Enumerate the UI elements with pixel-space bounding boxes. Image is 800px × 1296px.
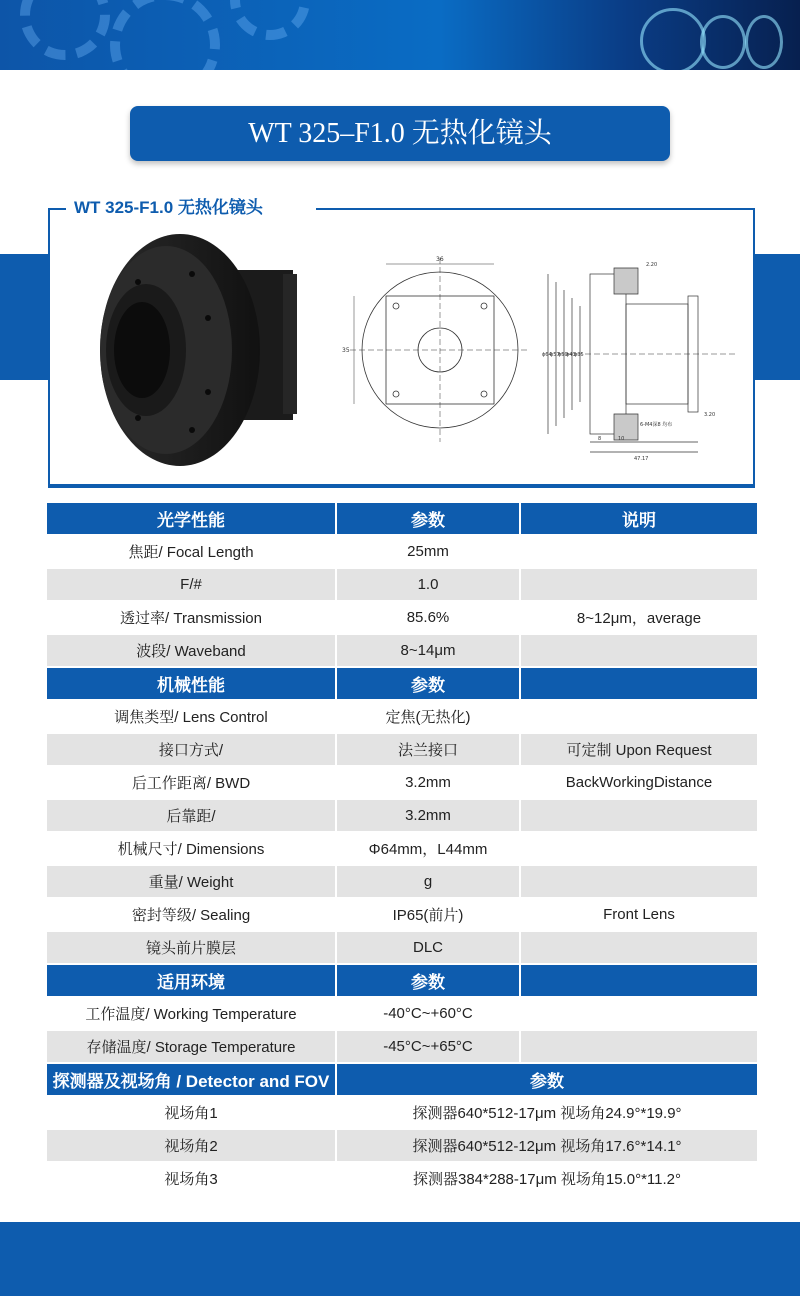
table-cell: -45°C~+65°C <box>337 1031 521 1064</box>
table-row <box>47 569 757 602</box>
dim-label: 2.20 <box>646 262 658 268</box>
table-cell: DLC <box>337 932 521 965</box>
table-row <box>47 866 757 899</box>
table-header-cell: 机械性能 <box>47 668 337 701</box>
table-row <box>47 767 757 800</box>
table-row <box>47 1031 757 1064</box>
table-header-cell: 探测器及视场角 / Detector and FOV <box>47 1064 337 1097</box>
lens-ring-icon <box>700 15 746 69</box>
lens-ring-icon <box>745 15 783 69</box>
table-header-cell: 说明 <box>521 503 757 536</box>
dim-label: 8 <box>598 436 602 442</box>
table-header-row <box>47 503 757 536</box>
front-view-drawing <box>340 250 540 460</box>
screw-hole <box>189 271 195 277</box>
table-cell: 视场角2 <box>47 1130 337 1163</box>
table-header-cell: 参数 <box>337 503 521 536</box>
table-cell <box>521 998 757 1031</box>
table-cell: 3.2mm <box>337 800 521 833</box>
screw-hole <box>189 427 195 433</box>
lens-tube-inner <box>114 302 170 398</box>
table-cell <box>521 635 757 668</box>
page-title: WT 325–F1.0 无热化镜头 <box>130 106 670 161</box>
table-row <box>47 1163 757 1196</box>
dim-label: 3.20 <box>704 412 716 418</box>
side-view-drawing <box>528 244 748 464</box>
table-cell: 透过率/ Transmission <box>47 602 337 635</box>
table-cell: 重量/ Weight <box>47 866 337 899</box>
table-row <box>47 932 757 965</box>
table-row <box>47 734 757 767</box>
gear-icon <box>230 0 310 40</box>
table-cell: 机械尺寸/ Dimensions <box>47 833 337 866</box>
table-cell <box>521 866 757 899</box>
bottom-band <box>0 1222 800 1296</box>
section-label: WT 325-F1.0 无热化镜头 <box>66 197 271 219</box>
table-cell: 3.2mm <box>337 767 521 800</box>
table-row <box>47 1097 757 1130</box>
table-cell: 波段/ Waveband <box>47 635 337 668</box>
table-cell: 法兰接口 <box>337 734 521 767</box>
table-cell: -40°C~+60°C <box>337 998 521 1031</box>
frame-topline <box>48 208 68 210</box>
table-row <box>47 1130 757 1163</box>
dim-label: ɸ35 <box>574 352 584 358</box>
table-row <box>47 899 757 932</box>
table-cell: 1.0 <box>337 569 521 602</box>
table-header-cell: 参数 <box>337 965 521 998</box>
table-row <box>47 833 757 866</box>
table-cell: 后靠距/ <box>47 800 337 833</box>
gear-icon <box>20 0 110 60</box>
frame-topline <box>316 208 753 210</box>
dim-label: 36 <box>436 256 444 263</box>
dim-label: ɸ64 <box>542 352 552 358</box>
table-row <box>47 635 757 668</box>
table-cell: 8~14μm <box>337 635 521 668</box>
table-cell: 25mm <box>337 536 521 569</box>
table-header-cell: 光学性能 <box>47 503 337 536</box>
table-cell: 后工作距离/ BWD <box>47 767 337 800</box>
screw-hole <box>205 315 211 321</box>
dim-label: ɸ57 <box>550 352 560 358</box>
table-cell: 调焦类型/ Lens Control <box>47 701 337 734</box>
table-cell: 焦距/ Focal Length <box>47 536 337 569</box>
lens-ring-icon <box>640 8 706 70</box>
table-cell <box>521 569 757 602</box>
spec-table <box>47 503 757 1196</box>
table-row <box>47 701 757 734</box>
table-cell: 工作温度/ Working Temperature <box>47 998 337 1031</box>
table-cell: Φ64mm，L44mm <box>337 833 521 866</box>
product-frame <box>48 208 755 488</box>
dim-label: ɸ50 <box>558 352 568 358</box>
dim-label: ɸ43 <box>566 352 576 358</box>
table-cell: Front Lens <box>521 899 757 932</box>
table-cell <box>521 833 757 866</box>
lens-photo <box>88 222 348 482</box>
table-row <box>47 602 757 635</box>
table-cell <box>521 701 757 734</box>
table-header-row <box>47 1064 757 1097</box>
table-header-row <box>47 668 757 701</box>
table-cell <box>521 932 757 965</box>
table-cell: BackWorkingDistance <box>521 767 757 800</box>
screw-hole <box>135 279 141 285</box>
table-cell: 存储温度/ Storage Temperature <box>47 1031 337 1064</box>
table-header-cell <box>521 668 757 701</box>
table-cell: 85.6% <box>337 602 521 635</box>
table-cell <box>521 800 757 833</box>
screw-hole <box>205 389 211 395</box>
table-cell <box>521 1031 757 1064</box>
gear-icon <box>110 0 220 70</box>
table-header-cell <box>521 965 757 998</box>
dim-label: 6-M4深8 均布 <box>640 422 673 428</box>
top-banner <box>0 0 800 70</box>
table-cell: 探测器640*512-12μm 视场角17.6°*14.1° <box>337 1130 757 1163</box>
rear-flange <box>283 274 297 414</box>
table-cell: IP65(前片) <box>337 899 521 932</box>
dim-label: 10 <box>618 436 625 442</box>
table-cell: g <box>337 866 521 899</box>
table-row <box>47 998 757 1031</box>
table-cell: 镜头前片膜层 <box>47 932 337 965</box>
table-cell: 探测器640*512-17μm 视场角24.9°*19.9° <box>337 1097 757 1130</box>
screw-hole <box>135 415 141 421</box>
table-row <box>47 800 757 833</box>
table-header-cell: 参数 <box>337 668 521 701</box>
dim-label: 35 <box>342 347 350 354</box>
table-cell: 视场角1 <box>47 1097 337 1130</box>
table-cell: 密封等级/ Sealing <box>47 899 337 932</box>
dim-label: 47.17 <box>634 456 649 462</box>
table-row <box>47 536 757 569</box>
table-cell: 接口方式/ <box>47 734 337 767</box>
table-cell: 定焦(无热化) <box>337 701 521 734</box>
table-cell: 可定制 Upon Request <box>521 734 757 767</box>
table-cell <box>521 536 757 569</box>
table-header-row <box>47 965 757 998</box>
table-cell: 视场角3 <box>47 1163 337 1196</box>
table-cell: 探测器384*288-17μm 视场角15.0°*11.2° <box>337 1163 757 1196</box>
table-cell: F/# <box>47 569 337 602</box>
table-cell: 8~12μm，average <box>521 602 757 635</box>
table-header-cell: 参数 <box>337 1064 757 1097</box>
table-header-cell: 适用环境 <box>47 965 337 998</box>
